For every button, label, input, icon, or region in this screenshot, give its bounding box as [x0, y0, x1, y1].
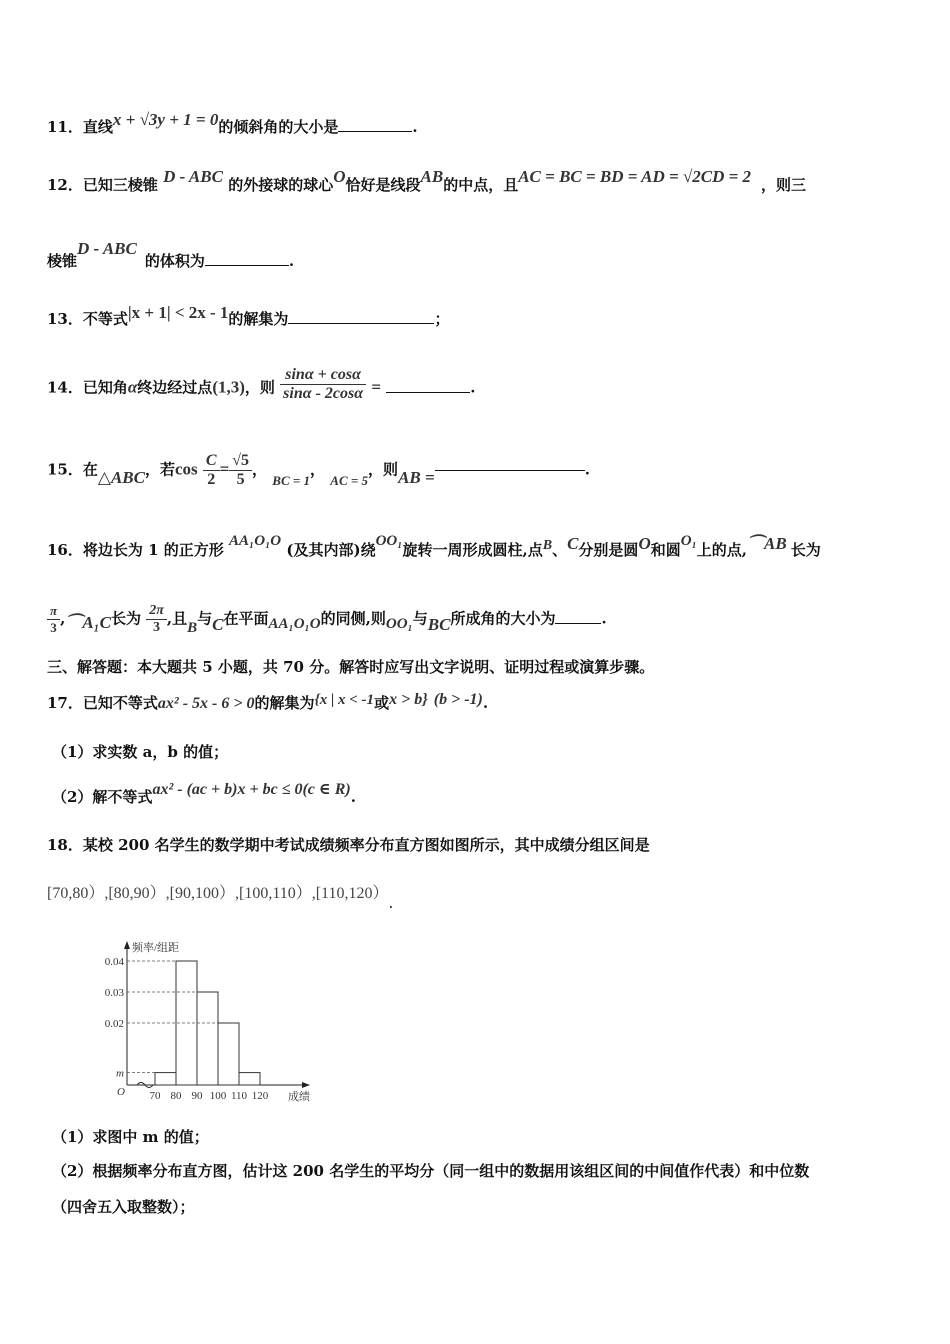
- q16-math: BC: [427, 614, 451, 634]
- q16-math: B: [187, 619, 198, 636]
- fraction-numerator: √5: [229, 452, 252, 471]
- question-16: [47, 535, 821, 560]
- q13-text: 不等式: [82, 310, 128, 328]
- q15-text: ，: [310, 460, 326, 479]
- q16-math: ⌒AB: [747, 534, 787, 553]
- answer-blank: [288, 309, 434, 324]
- q16-math: OO₁: [375, 533, 403, 549]
- question-12-line2: [47, 239, 295, 271]
- x-axis-label: 成绩: [288, 1091, 310, 1103]
- q12-text: 恰好是线段: [345, 176, 421, 194]
- q12-math: D - ABC: [77, 239, 137, 258]
- question-11: [47, 110, 418, 137]
- question-number: 13．: [47, 310, 83, 328]
- fraction-numerator: sinα + cosα: [280, 366, 366, 385]
- q12-math: D - ABC: [163, 167, 223, 186]
- q11-text-b: 的倾斜角的大小是: [218, 118, 339, 136]
- q12-text: 棱锥: [47, 252, 78, 270]
- answer-blank: [338, 117, 412, 132]
- q17-end: .: [350, 788, 356, 806]
- q16-text: 所成角的大小为: [450, 609, 556, 628]
- section-heading: 三、解答题：本大题共 5 小题，共 70 分。解答时应写出文字说明、证明过程或演算步骤。: [47, 658, 655, 676]
- x-axis-arrow: [302, 1082, 310, 1088]
- q16-text: 分别是圆: [578, 541, 639, 559]
- q17-math: x > b}: [389, 691, 428, 708]
- q12-text: 的中点，且: [443, 176, 519, 194]
- q18-text: 某校 200 名学生的数学期中考试成绩频率分布直方图如图所示，其中成绩分组区间是: [82, 836, 650, 854]
- q11-end: .: [412, 118, 418, 136]
- question-number: 11．: [47, 118, 83, 136]
- q17-math: {x | x < -1: [314, 692, 375, 708]
- q18-intervals-line: [47, 880, 394, 912]
- y-tick-label: m: [116, 1067, 124, 1080]
- q16-text: 与: [197, 609, 213, 628]
- q14-fraction: [280, 366, 366, 403]
- q15-math: AB =: [398, 467, 435, 487]
- q15-fraction-root: [229, 452, 252, 489]
- q16-text: 将边长为 1 的正方形: [82, 541, 224, 559]
- q14-text: ，则: [244, 378, 275, 397]
- question-15: [47, 452, 590, 489]
- q15-text: ，则: [368, 460, 399, 479]
- q15-math: AC = 5: [330, 472, 369, 488]
- question-number: 15．: [47, 460, 83, 479]
- y-axis-arrow: [124, 941, 130, 949]
- question-number: 18．: [47, 836, 83, 854]
- origin-label: O: [117, 1086, 125, 1098]
- q17-subquestion-2: [52, 781, 356, 807]
- q11-equation: x + √3y + 1 = 0: [112, 110, 219, 129]
- q16-fraction-1: [47, 603, 60, 636]
- question-18: [47, 834, 650, 855]
- q12-math: AC = BC = BD = AD = √2CD = 2: [518, 167, 752, 186]
- x-tick-label: 120: [251, 1090, 269, 1102]
- q15-math: △ABC: [97, 467, 145, 487]
- q14-equals: =: [371, 377, 381, 397]
- fraction-denominator: 3: [153, 620, 161, 635]
- q16-math: O: [638, 534, 651, 553]
- q18-end: .: [388, 894, 394, 912]
- x-tick-label: 100: [209, 1090, 227, 1102]
- q15-end: .: [584, 460, 590, 479]
- q16-text: 与: [412, 609, 428, 628]
- q12-math: AB: [420, 167, 444, 186]
- q17-text: 的解集为: [254, 694, 315, 712]
- q15-fraction-c: [203, 452, 220, 489]
- x-tick-label: 70: [149, 1090, 161, 1102]
- histogram-bar: [197, 992, 218, 1085]
- y-tick-label: 0.03: [104, 987, 124, 999]
- question-14: [47, 366, 476, 407]
- q13-end: ；: [434, 310, 450, 328]
- q16-text: 长为: [110, 609, 141, 628]
- q16-text: ,: [60, 609, 66, 628]
- q12-math: O: [333, 167, 346, 186]
- q16-math: ⌒A₁C: [65, 612, 111, 632]
- q17-text: （2）解不等式: [52, 788, 153, 806]
- q16-math: O₁: [680, 533, 697, 549]
- q16-text: 的同侧,则: [320, 609, 386, 628]
- question-number: 14．: [47, 378, 83, 397]
- answer-blank: [435, 456, 585, 471]
- question-13: [47, 303, 450, 329]
- q16-math: C: [567, 534, 579, 553]
- question-17: [47, 692, 488, 713]
- q15-text: ，若: [144, 460, 175, 479]
- question-number: 17．: [47, 694, 83, 712]
- x-tick-label: 80: [170, 1090, 182, 1102]
- answer-blank: [205, 251, 289, 266]
- q15-text: 在: [82, 460, 98, 479]
- q16-math: AA₁O₁O: [268, 615, 321, 632]
- histogram-axes: [124, 941, 310, 1088]
- frequency-histogram: [100, 935, 330, 1105]
- q17-math: ax² - 5x - 6 > 0: [157, 695, 255, 712]
- fraction-numerator: C: [203, 452, 220, 471]
- q11-text-a: 直线: [82, 118, 113, 136]
- q16-text: 上的点,: [696, 541, 748, 559]
- q14-text: 终边经过点: [137, 378, 213, 397]
- question-number: 16．: [47, 541, 83, 559]
- answer-blank: [555, 609, 601, 624]
- q18-intervals: [70,80）,[80,90）,[90,100）,[100,110）,[110,120）: [47, 885, 389, 902]
- q17-text: 或: [374, 694, 390, 712]
- q16-text: ,且: [166, 609, 188, 628]
- y-tick-label: 0.02: [104, 1018, 124, 1030]
- q15-text: ，: [252, 460, 268, 479]
- q12-text: ，则三: [761, 176, 807, 194]
- y-axis-label: 频率/组距: [132, 942, 180, 954]
- x-tick-label: 90: [191, 1090, 203, 1102]
- q14-math: (1,3): [212, 377, 245, 397]
- q16-text: 和圆: [650, 541, 681, 559]
- fraction-denominator: 3: [50, 620, 57, 635]
- q12-text: 的外接球的球心: [228, 176, 334, 194]
- question-number: 12．: [47, 176, 83, 194]
- fraction-denominator: 5: [236, 471, 245, 488]
- q18-subquestion-2-cont: （四舍五入取整数）；: [52, 1198, 195, 1216]
- q13-text: 的解集为: [228, 310, 289, 328]
- q17-text: 已知不等式: [82, 694, 158, 712]
- q18-subquestion-1: （1）求图中 m 的值；: [52, 1128, 209, 1146]
- q12-end: .: [288, 252, 295, 270]
- question-12: [47, 167, 807, 195]
- q16-math: AA₁O₁O: [229, 533, 282, 549]
- q16-end: .: [601, 609, 607, 628]
- q16-math: B: [542, 538, 553, 553]
- histogram-bar: [218, 1023, 239, 1085]
- q16-fraction-2: [146, 603, 167, 636]
- q16-text: 长为: [790, 541, 821, 559]
- q13-equation: |x + 1| < 2x - 1: [127, 303, 229, 322]
- q17-math: (b > -1): [433, 691, 483, 708]
- q14-text: 已知角: [82, 378, 128, 397]
- histogram-bar: [239, 1073, 260, 1085]
- histogram-bar: [155, 1073, 176, 1085]
- fraction-denominator: 2: [207, 471, 216, 488]
- q16-math: OO₁: [385, 615, 413, 632]
- q12-text: 已知三棱锥: [82, 176, 158, 194]
- q16-text: (及其内部)绕: [286, 541, 376, 559]
- answer-blank: [386, 378, 470, 393]
- x-tick-label: 110: [230, 1090, 248, 1102]
- q16-text: 、: [552, 541, 568, 559]
- fraction-numerator: 2π: [146, 603, 167, 620]
- y-tick-label: 0.04: [104, 956, 124, 968]
- q14-end: .: [470, 378, 476, 397]
- q15-math: cos: [175, 459, 198, 479]
- q17-subquestion-1: （1）求实数 a，b 的值；: [52, 743, 229, 761]
- q14-math: α: [127, 377, 138, 397]
- q17-math: ax² - (ac + b)x + bc ≤ 0(c ∈ R): [152, 781, 351, 798]
- q16-text: 旋转一周形成圆柱,点: [402, 541, 543, 559]
- question-16-line2: [47, 603, 607, 636]
- q16-math: C: [212, 614, 224, 634]
- q15-equals: =: [219, 459, 230, 479]
- fraction-denominator: sinα - 2cosα: [283, 385, 364, 402]
- q16-text: 在平面: [223, 609, 269, 628]
- q12-text: 的体积为: [144, 252, 205, 270]
- q15-math: BC = 1: [272, 472, 311, 488]
- fraction-numerator: π: [47, 603, 60, 620]
- q17-end: .: [482, 694, 489, 712]
- q18-subquestion-2: （2）根据频率分布直方图，估计这 200 名学生的平均分（同一组中的数据用该组区间的中间值作代表）和中位数: [52, 1162, 810, 1180]
